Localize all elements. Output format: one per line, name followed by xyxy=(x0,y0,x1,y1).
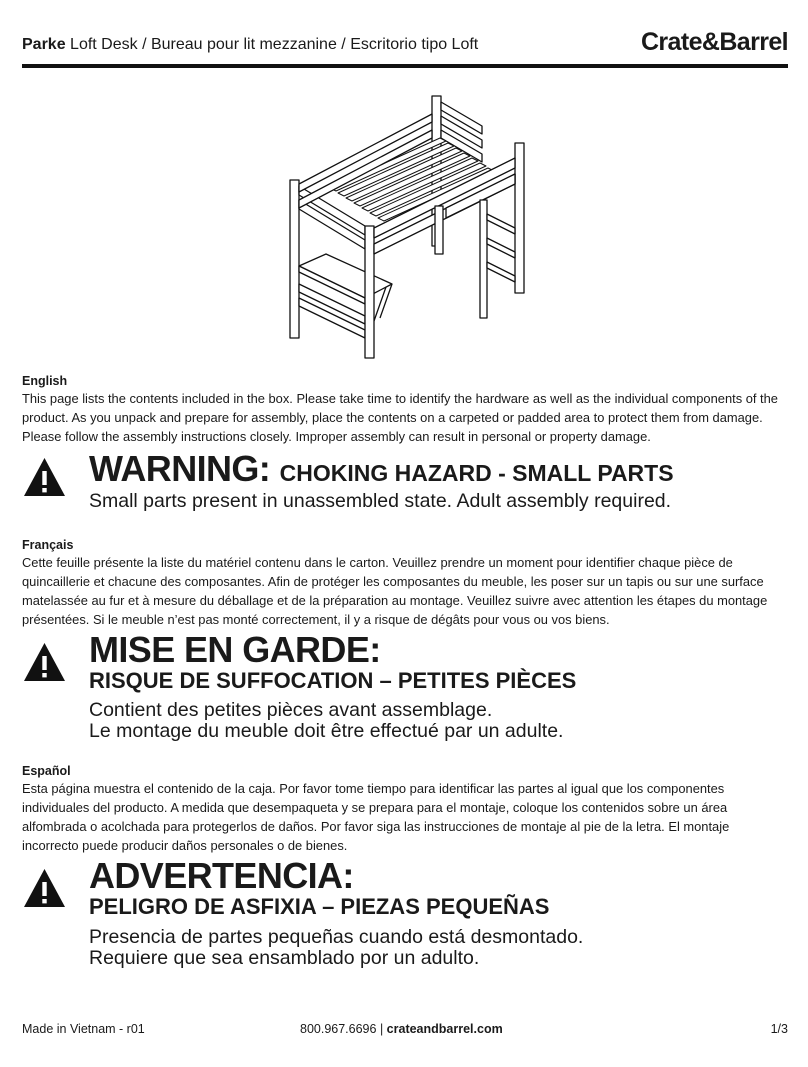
french-section xyxy=(22,538,788,629)
product-subtitle: Loft Desk / Bureau pour lit mezzanine / Escritorio tipo Loft xyxy=(70,36,479,53)
page-header xyxy=(22,28,788,64)
warning-title: WARNING: xyxy=(89,448,271,489)
english-section xyxy=(22,374,788,446)
website-link[interactable]: crateandbarrel.com xyxy=(386,1022,503,1036)
warning-text-1: Contient des petites pièces avant assemblage. xyxy=(89,699,493,721)
phone-number: 800.967.6696 | xyxy=(300,1022,387,1036)
warning-triangle-icon xyxy=(22,867,67,909)
warning-text-1: Small parts present in unassembled state. Adult assembly required. xyxy=(89,490,672,512)
product-name: Parke xyxy=(22,36,66,53)
warning-triangle-icon xyxy=(22,456,67,498)
spanish-heading: Español xyxy=(22,764,71,778)
warning-text-1: Presencia de partes pequeñas cuando está desmontado. xyxy=(89,926,584,948)
contact-info xyxy=(300,1022,503,1036)
warning-triangle-icon xyxy=(22,641,67,683)
french-body: Cette feuille présente la liste du matériel contenu dans le carton. Veuillez prendre un moment pour identifier chaque pièce de quincaillerie et chacune des composantes. Afin de protéger les composantes du meuble, les poser sur un tapis ou sur une surface matelassée au fur et à mesure du déballage et de la préparation au montage. Veuillez suivre avec attention les étapes du montage présentées. Si le meuble n’est pas monté correctement, il y a risque de dégâts pour vous ou vos biens. xyxy=(22,555,768,627)
french-heading: Français xyxy=(22,538,74,552)
warning-title: MISE EN GARDE: xyxy=(89,629,381,670)
warning-subtitle: RISQUE DE SUFFOCATION – PETITES PIÈCES xyxy=(89,668,577,693)
spanish-body: Esta página muestra el contenido de la caja. Por favor tome tiempo para identificar las partes al igual que los componentes individuales del producto. A medida que desempaqueta y se prepara para el montaje, coloque los contenidos sobre un área alfombrada o acolchada para protegerlos de daños. Por favor siga las instrucciones de montaje al pie de la letra. El montaje incorrecto puede producir daños personales o de bienes. xyxy=(22,781,730,853)
spanish-section xyxy=(22,764,788,855)
warning-text-2: Le montage du meuble doit être effectué par un adulte. xyxy=(89,720,564,742)
made-in-label: Made in Vietnam - r01 xyxy=(22,1022,145,1036)
english-body: This page lists the contents included in the box. Please take time to identify the hardware as well as the individual components of the product. As you unpack and prepare for assembly, place the contents on a carpeted or padded area to protect them from damage. Please follow the assembly instructions closely. Improper assembly can result in personal or property damage. xyxy=(22,391,778,444)
brand-logo: Crate&Barrel xyxy=(640,28,788,56)
loft-bed-desk-illustration xyxy=(260,88,550,360)
warning-subtitle: PELIGRO DE ASFIXIA – PIEZAS PEQUEÑAS xyxy=(89,894,550,919)
warning-text-2: Requiere que sea ensamblado por un adulto. xyxy=(89,947,480,969)
warning-headline xyxy=(89,448,674,490)
warning-title: ADVERTENCIA: xyxy=(89,855,354,896)
page-number: 1/3 xyxy=(770,1022,788,1036)
document-title xyxy=(22,36,478,54)
english-heading: English xyxy=(22,374,68,388)
warning-subtitle: CHOKING HAZARD - SMALL PARTS xyxy=(279,460,674,486)
header-rule xyxy=(22,64,788,68)
